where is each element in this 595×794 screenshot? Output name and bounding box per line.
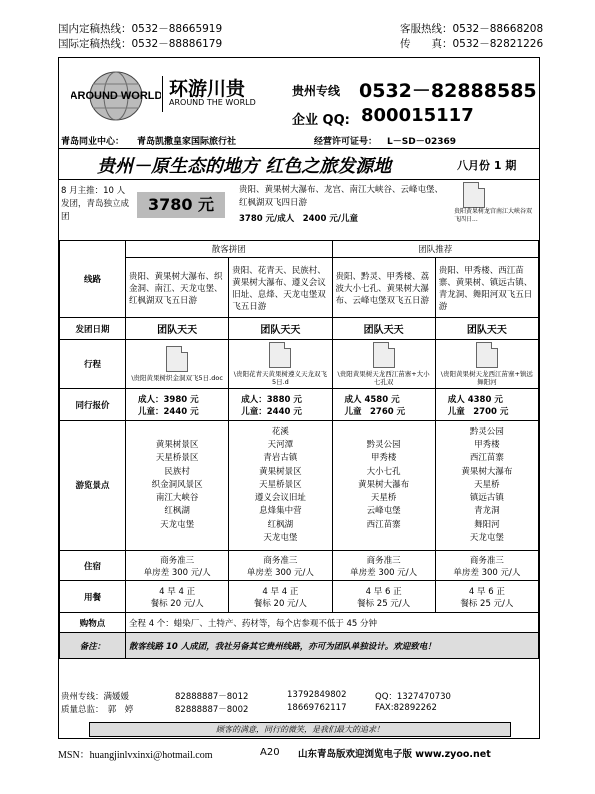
departure-cell: 团队天天 xyxy=(126,318,229,340)
itinerary-cell[interactable] xyxy=(229,340,332,389)
departure-label: 发团日期 xyxy=(60,318,126,340)
route-cell: 贵阳、黔灵、甲秀楼、荔波大小七孔、黄果树大瀑布、云峰屯堡双飞五日游 xyxy=(332,258,435,318)
contact-line2-mobile: 18669762117 xyxy=(287,703,347,713)
spot-item: 天龙屯堡 xyxy=(263,532,298,543)
lodging-cell: 商务准三 单房差 300 元/人 xyxy=(435,551,538,581)
spots-cell xyxy=(332,421,435,551)
spot-item: 天龙屯堡 xyxy=(160,519,195,530)
globe-logo-icon xyxy=(71,66,161,122)
license-label: 经营许可证号： xyxy=(314,137,378,147)
spot-item: 甲秀楼 xyxy=(474,440,500,451)
meal-cell: 4 早 6 正 餐标 25 元/人 xyxy=(435,581,538,613)
page-number: A20 xyxy=(260,747,280,758)
route-cell: 贵阳、花青天、民族村、黄果树大瀑布、遵义会议旧址、息烽、天龙屯堡双飞五日游 xyxy=(229,258,332,318)
domestic-hotline: 国内定稿热线：0532－88665919 xyxy=(58,23,223,35)
spots-cell xyxy=(229,421,332,551)
spot-item: 黔灵公园 xyxy=(366,440,401,451)
quote-cell: 成人 4380 元 儿童 2700 元 xyxy=(435,389,538,421)
shopping-cell: 全程 4 个：蜡染厂、土特产、药材等，每个店参观不低于 45 分钟 xyxy=(126,613,539,633)
note-label: 备注： xyxy=(60,633,126,659)
motto: 顾客的满意，同行的微笑，是我们最大的追求！ xyxy=(89,722,511,737)
itinerary-doc-link[interactable]: \贵阳黄果树天龙西江苗寨+大小七孔双 xyxy=(337,370,430,386)
spot-item: 甲秀楼 xyxy=(370,453,397,464)
departure-cell: 团队天天 xyxy=(435,318,538,340)
itinerary-cell[interactable] xyxy=(332,340,435,389)
word-document-icon[interactable] xyxy=(166,346,188,372)
spot-item: 天河潭 xyxy=(267,440,294,451)
spot-item: 西江苗寨 xyxy=(366,519,401,530)
spots-cell xyxy=(126,421,229,551)
spot-item: 青岩古镇 xyxy=(263,453,298,464)
spot-item: 民族村 xyxy=(164,466,190,477)
route-cell: 贵阳、黄果树大瀑布、织金洞、南江、天龙屯堡、红枫湖双飞五日游 xyxy=(126,258,229,318)
spot-item: 黄果树大瀑布 xyxy=(358,479,410,490)
service-hotline: 客服热线：0532－88668208 xyxy=(400,23,544,35)
itinerary-cell[interactable] xyxy=(435,340,538,389)
spot-item: 青龙洞 xyxy=(474,506,500,517)
spot-item: 黔灵公园 xyxy=(469,427,504,438)
meal-cell: 4 早 4 正 餐标 20 元/人 xyxy=(229,581,332,613)
spot-item: 天星桥 xyxy=(370,493,397,504)
spot-item: 舞阳河 xyxy=(474,519,500,530)
qq-number: 800015117 xyxy=(361,105,474,126)
word-document-icon[interactable] xyxy=(463,182,485,208)
site-info[interactable]: 山东青岛版欢迎浏览电子版 www.zyoo.net xyxy=(298,749,491,760)
spot-item: 天星桥 xyxy=(474,479,500,490)
quote-cell: 成人：3980 元 儿童：2440 元 xyxy=(126,389,229,421)
fax-number: 传 真：0532－82821226 xyxy=(400,38,544,50)
spot-item: 织金洞风景区 xyxy=(151,479,203,490)
group-team: 团队推荐 xyxy=(332,241,539,258)
spot-item: 红枫湖 xyxy=(267,519,294,530)
special-line-label: 贵州专线 xyxy=(292,84,341,98)
spot-item: 天星桥景区 xyxy=(155,453,199,464)
lodging-cell: 商务准三 单房差 300 元/人 xyxy=(229,551,332,581)
banner-slogan: 贵州－原生态的地方 红色之旅发源地 xyxy=(97,156,392,177)
spot-item: 黄果树景区 xyxy=(155,440,199,451)
contact-line1-qq: QQ：1327470730 xyxy=(375,692,451,702)
word-document-icon[interactable] xyxy=(476,342,498,368)
word-document-icon[interactable] xyxy=(269,342,291,368)
itinerary-label: 行程 xyxy=(60,340,126,389)
spot-item: 天星桥景区 xyxy=(259,479,302,490)
spot-item: 天龙屯堡 xyxy=(469,532,504,543)
special-line-phone: 0532－82888585 xyxy=(359,80,537,102)
itinerary-doc-link[interactable]: \贵阳黄果树织金洞双飞5日.doc xyxy=(131,374,223,382)
issue-number: 八月份 1 期 xyxy=(457,159,517,172)
contact-line1-mobile: 13792849802 xyxy=(287,690,347,700)
spot-item: 大小七孔 xyxy=(366,466,401,477)
lodging-cell: 商务准三 单房差 300 元/人 xyxy=(332,551,435,581)
banner xyxy=(59,148,539,180)
logo-name: 环游川贵 xyxy=(169,78,246,100)
spot-item: 红枫湖 xyxy=(164,506,190,517)
spots-cell xyxy=(435,421,538,551)
msn-contact: MSN：huangjinlvxinxi@hotmail.com xyxy=(58,750,213,761)
quote-cell: 成人 4580 元 儿童 2760 元 xyxy=(332,389,435,421)
qq-label: 企业 QQ: xyxy=(292,113,350,128)
meal-label: 用餐 xyxy=(60,581,126,613)
promo-price: 3780 元 xyxy=(137,192,225,218)
spot-item: 花溪 xyxy=(271,427,289,438)
spot-item: 黄果树大瀑布 xyxy=(461,466,513,477)
departure-cell: 团队天天 xyxy=(332,318,435,340)
shopping-label: 购物点 xyxy=(60,613,126,633)
spot-item: 云峰屯堡 xyxy=(366,506,401,517)
route-table xyxy=(59,240,539,659)
intl-hotline: 国际定稿热线：0532－88886179 xyxy=(58,38,223,50)
meal-cell: 4 早 6 正 餐标 25 元/人 xyxy=(332,581,435,613)
contact-line1-label: 贵州专线：满媛媛 xyxy=(61,692,130,702)
group-scattered: 散客拼团 xyxy=(126,241,333,258)
contact-line2-label: 质量总监： 郭 婷 xyxy=(61,705,134,715)
spot-item: 镇远古镇 xyxy=(469,493,504,504)
lodging-cell: 商务准三 单房差 300 元/人 xyxy=(126,551,229,581)
spot-item: 南江大峡谷 xyxy=(155,493,199,504)
promo-doc-caption[interactable]: 贵阳黄果树龙宫南江大峡谷双飞四日... xyxy=(454,208,533,223)
spot-item: 息烽集中营 xyxy=(259,506,302,517)
spot-item: 遵义会议旧址 xyxy=(254,493,306,504)
promo-section xyxy=(59,178,539,240)
itinerary-doc-link[interactable]: \贵阳黄果树天龙西江苗寨+镇远舞阳河 xyxy=(440,370,533,386)
note-cell: 散客线路 10 人成团，我社另备其它贵州线路，亦可为团队单独设计。欢迎致电！ xyxy=(126,633,539,659)
contact-line1-phone: 82888887－8012 xyxy=(175,692,249,702)
word-document-icon[interactable] xyxy=(373,342,395,368)
route-cell: 贵阳、甲秀楼、西江苗寨、黄果树、镇远古镇、青龙洞、舞阳河双飞五日游 xyxy=(435,258,538,318)
departure-cell: 团队天天 xyxy=(229,318,332,340)
license-number: L－SD－02369 xyxy=(387,137,456,147)
itinerary-doc-link[interactable]: \贵阳花青天黄果树遵义天龙双飞5日.d xyxy=(233,370,327,386)
itinerary-cell[interactable] xyxy=(126,340,229,389)
route-label: 线路 xyxy=(60,241,126,318)
logo-subtitle: AROUND THE WORLD xyxy=(169,98,256,107)
contact-line2-phone: 82888887－8002 xyxy=(175,705,249,715)
spots-label: 游览景点 xyxy=(60,421,126,551)
spot-item: 西江苗寨 xyxy=(469,453,504,464)
meal-cell: 4 早 4 正 餐标 20 元/人 xyxy=(126,581,229,613)
spot-item: 黄果树景区 xyxy=(259,466,302,477)
promo-price-detail: 3780 元/成人 2400 元/儿童 xyxy=(239,214,358,224)
promo-main-push: 8 月主推：10 人发团，青岛独立成团 xyxy=(61,186,130,222)
flyer-page xyxy=(58,57,540,739)
center-label: 青岛同业中心： xyxy=(61,137,125,147)
lodging-label: 住宿 xyxy=(60,551,126,581)
logo-divider xyxy=(162,76,163,112)
center-name: 青岛凯撒皇家国际旅行社 xyxy=(137,137,237,147)
svg-text:AROUND WORLD: AROUND WORLD xyxy=(71,90,161,102)
contact-line2-fax: FAX:82892262 xyxy=(375,703,437,713)
quote-cell: 成人：3880 元 儿童：2440 元 xyxy=(229,389,332,421)
quote-label: 同行报价 xyxy=(60,389,126,421)
promo-route: 贵阳、黄果树大瀑布、龙宫、南江大峡谷、云峰屯堡、红枫湖双飞四日游 xyxy=(239,185,444,208)
